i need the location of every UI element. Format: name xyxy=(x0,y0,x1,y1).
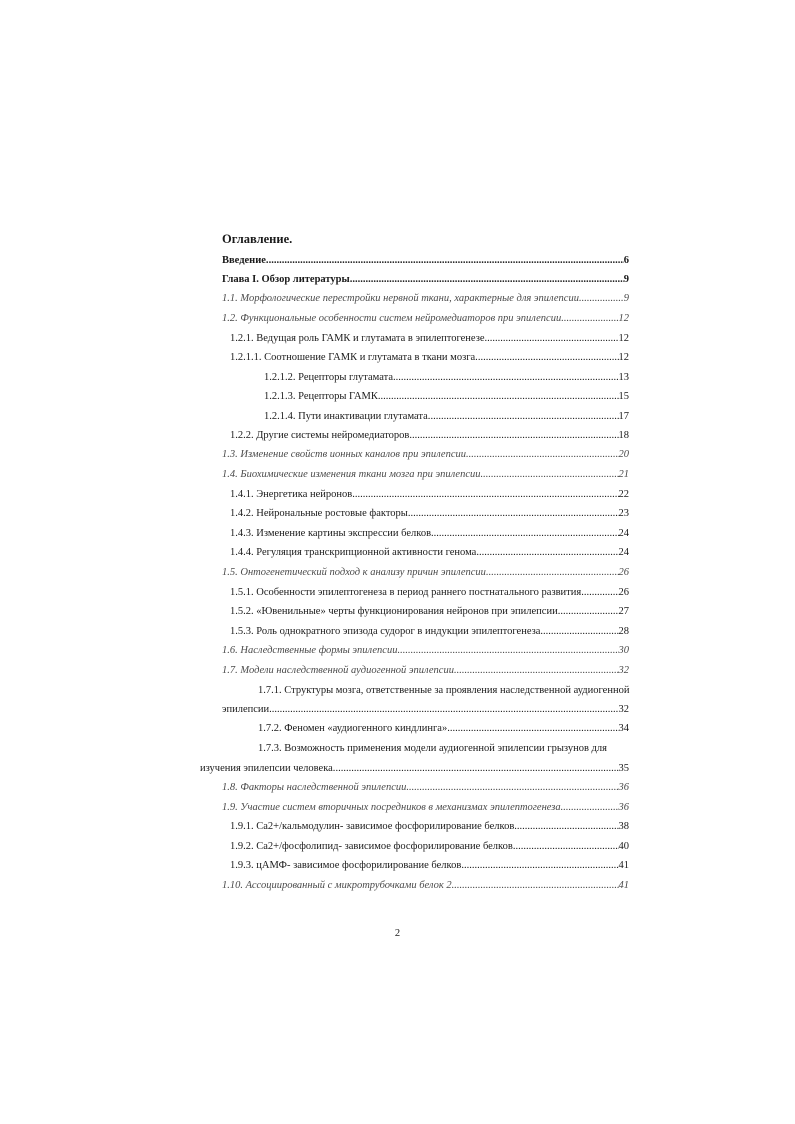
toc-entry xyxy=(230,546,629,559)
toc-entry xyxy=(222,781,629,794)
toc-leader xyxy=(517,820,619,833)
toc-entry-text: 1.2.2. Другие системы нейромедиаторов. xyxy=(230,430,412,441)
toc-leader xyxy=(335,762,618,775)
toc-entry-page: 32 xyxy=(618,665,629,676)
toc-entry xyxy=(230,859,629,872)
toc-entry-text: 1.4.2. Нейрональные ростовые факторы. xyxy=(230,508,411,519)
toc-leader xyxy=(409,781,618,794)
toc-entry-page: 12 xyxy=(618,333,629,344)
toc-leader xyxy=(447,722,618,735)
toc-entry-page: 38 xyxy=(618,821,629,832)
toc-entry xyxy=(264,410,629,423)
toc-entry-text: 1.9.3. цАМФ- зависимое фосфорилирование белков xyxy=(230,860,462,871)
toc-entry-page: 32 xyxy=(618,704,629,715)
toc-entry xyxy=(230,527,629,540)
toc-entry-text: 1.6. Наследственные формы эпилепсии. xyxy=(222,645,401,656)
toc-leader xyxy=(430,410,618,423)
toc-entry xyxy=(222,312,629,325)
toc-entry-text: 1.2.1.1. Соотношение ГАМК и глутамата в ткани мозга. xyxy=(230,352,478,363)
toc-entry-page: 26 xyxy=(618,587,629,598)
toc-leader xyxy=(561,801,619,814)
toc-entry xyxy=(230,840,629,853)
toc-entry-page: 9 xyxy=(623,274,629,285)
toc-leader xyxy=(483,468,618,481)
toc-leader xyxy=(561,312,618,325)
page-number: 2 xyxy=(394,928,401,939)
toc-leader xyxy=(434,527,619,540)
toc-entry-text: 1.9.2. Ca2+/фосфолипид- зависимое фосфорилирование белков. xyxy=(230,841,516,852)
toc-leader xyxy=(272,703,619,716)
toc-entry-page: 28 xyxy=(618,626,629,637)
toc-entry xyxy=(222,254,629,267)
toc-entry-text: 1.2. Функциональные особенности систем нейромедиаторов при эпилепсии xyxy=(222,313,562,324)
toc-entry-page: 15 xyxy=(618,391,629,402)
toc-entry-page: 20 xyxy=(618,449,629,460)
toc-leader xyxy=(515,840,618,853)
toc-entry-text: 1.5.3. Роль однократного эпизода судорог в индукции эпилептогенеза xyxy=(230,626,541,637)
toc-leader xyxy=(355,488,619,501)
toc-entry-text: 1.7. Модели наследственной аудиогенной эпилепсии xyxy=(222,665,454,676)
toc-entry-text: 1.5. Онтогенетический подход к анализу причин эпилепсии xyxy=(222,567,486,578)
toc-entry xyxy=(230,351,629,364)
toc-entry xyxy=(264,371,629,384)
toc-entry-text: 1.5.2. «Ювенильные» черты функционирования нейронов при эпилепсии xyxy=(230,606,558,617)
toc-entry-page: 24 xyxy=(618,547,629,558)
toc-leader xyxy=(486,566,619,579)
toc-entry xyxy=(222,468,629,481)
toc-leader xyxy=(454,664,619,677)
toc-entry xyxy=(222,664,629,677)
toc-entry-page: 9 xyxy=(623,293,629,304)
toc-entry-text: 1.9. Участие систем вторичных посредников в механизмах эпилептогенеза xyxy=(222,802,561,813)
toc-entry xyxy=(230,625,629,638)
toc-entry-text: 1.2.1. Ведущая роль ГАМК и глутамата в эпилептогенезе. xyxy=(230,333,488,344)
toc-entry xyxy=(230,332,629,345)
toc-entry-wrapped-line: 1.7.1. Структуры мозга, ответственные за проявления наследственной аудиогенной xyxy=(258,685,630,696)
toc-leader xyxy=(581,586,618,599)
toc-leader xyxy=(400,644,618,657)
toc-leader xyxy=(558,605,619,618)
toc-entry xyxy=(222,292,629,305)
toc-entry xyxy=(222,801,629,814)
toc-entry-page: 13 xyxy=(618,372,629,383)
toc-entry xyxy=(230,429,629,442)
toc-entry-page: 36 xyxy=(618,802,629,813)
toc-entry xyxy=(230,586,629,599)
toc-leader xyxy=(412,429,619,442)
toc-leader xyxy=(381,390,619,403)
toc-entry-text: Глава I. Обзор литературы. xyxy=(222,274,353,285)
toc-entry-text: 1.8. Факторы наследственной эпилепсии. xyxy=(222,782,410,793)
toc-entry-text: Введение. xyxy=(222,255,269,266)
toc-entry-page: 40 xyxy=(618,841,629,852)
toc-entry-text: 1.2.1.4. Пути инактивации глутамата. xyxy=(264,411,431,422)
toc-entry-page: 26 xyxy=(618,567,629,578)
toc-entry xyxy=(230,820,629,833)
toc-entry-text: 1.3. Изменение свойств ионных каналов при эпилепсии xyxy=(222,449,467,460)
toc-entry xyxy=(264,390,629,403)
toc-leader xyxy=(396,371,619,384)
toc-entry xyxy=(230,488,629,501)
toc-leader xyxy=(461,859,618,872)
toc-entry-page: 6 xyxy=(623,255,629,266)
toc-entry-page: 27 xyxy=(618,606,629,617)
toc-leader xyxy=(454,879,618,892)
toc-entry-page: 21 xyxy=(618,469,629,480)
toc-entry-text: эпилепсии. xyxy=(222,704,272,715)
toc-entry-page: 12 xyxy=(618,352,629,363)
toc-entry-page: 34 xyxy=(618,723,629,734)
toc-entry xyxy=(222,703,629,716)
toc-leader xyxy=(352,273,623,286)
toc-title: Оглавление. xyxy=(222,232,293,246)
toc-entry xyxy=(222,273,629,286)
toc-leader xyxy=(269,254,624,267)
toc-leader xyxy=(466,448,618,461)
toc-leader xyxy=(487,332,618,345)
toc-entry-page: 36 xyxy=(618,782,629,793)
toc-entry-text: 1.2.1.3. Рецепторы ГАМК. xyxy=(264,391,381,402)
toc-entry-page: 41 xyxy=(618,880,629,891)
toc-entry-text: 1.4.1. Энергетика нейронов. xyxy=(230,489,355,500)
toc-entry-text: 1.9.1. Ca2+/кальмодулин- зависимое фосфорилирование белков. xyxy=(230,821,517,832)
toc-entry-text: 1.10. Ассоциированный с микротрубочками белок 2. xyxy=(222,880,455,891)
toc-leader xyxy=(478,351,619,364)
toc-entry-page: 17 xyxy=(618,411,629,422)
toc-entry-page: 30 xyxy=(618,645,629,656)
toc-entry-text: 1.2.1.2. Рецепторы глутамата. xyxy=(264,372,396,383)
toc-entry-text: 1.4. Биохимические изменения ткани мозга при эпилепсии. xyxy=(222,469,484,480)
toc-entry-text: 1.7.2. Феномен «аудиогенного киндлинга» xyxy=(258,723,448,734)
toc-entry-text: 1.5.1. Особенности эпилептогенеза в период раннего постнатального развития xyxy=(230,587,582,598)
toc-entry-page: 41 xyxy=(618,860,629,871)
toc-entry-text: 1.4.3. Изменение картины экспрессии белков. xyxy=(230,528,434,539)
toc-entry-text: изучения эпилепсии человека. xyxy=(200,763,336,774)
toc-entry-text: 1.4.4. Регуляция транскрипционной активности генома. xyxy=(230,547,479,558)
toc-entry xyxy=(258,722,629,735)
toc-leader xyxy=(410,507,618,520)
toc-leader xyxy=(579,292,624,305)
toc-entry xyxy=(200,762,629,775)
toc-entry xyxy=(222,879,629,892)
toc-entry xyxy=(230,507,629,520)
toc-entry xyxy=(222,566,629,579)
toc-entry-page: 18 xyxy=(618,430,629,441)
toc-leader xyxy=(540,625,618,638)
toc-entry-page: 12 xyxy=(618,313,629,324)
toc-entry-wrapped-line: 1.7.3. Возможность применения модели аудиогенной эпилепсии грызунов для xyxy=(258,743,607,754)
toc-entry-page: 35 xyxy=(618,763,629,774)
toc-entry-text: 1.1. Морфологические перестройки нервной ткани, характерные для эпилепсии xyxy=(222,293,579,304)
toc-entry-page: 23 xyxy=(618,508,629,519)
toc-leader xyxy=(479,546,619,559)
toc-entry xyxy=(222,644,629,657)
toc-entry-page: 22 xyxy=(618,489,629,500)
toc-entry xyxy=(230,605,629,618)
toc-entry-page: 24 xyxy=(618,528,629,539)
toc-entry xyxy=(222,448,629,461)
